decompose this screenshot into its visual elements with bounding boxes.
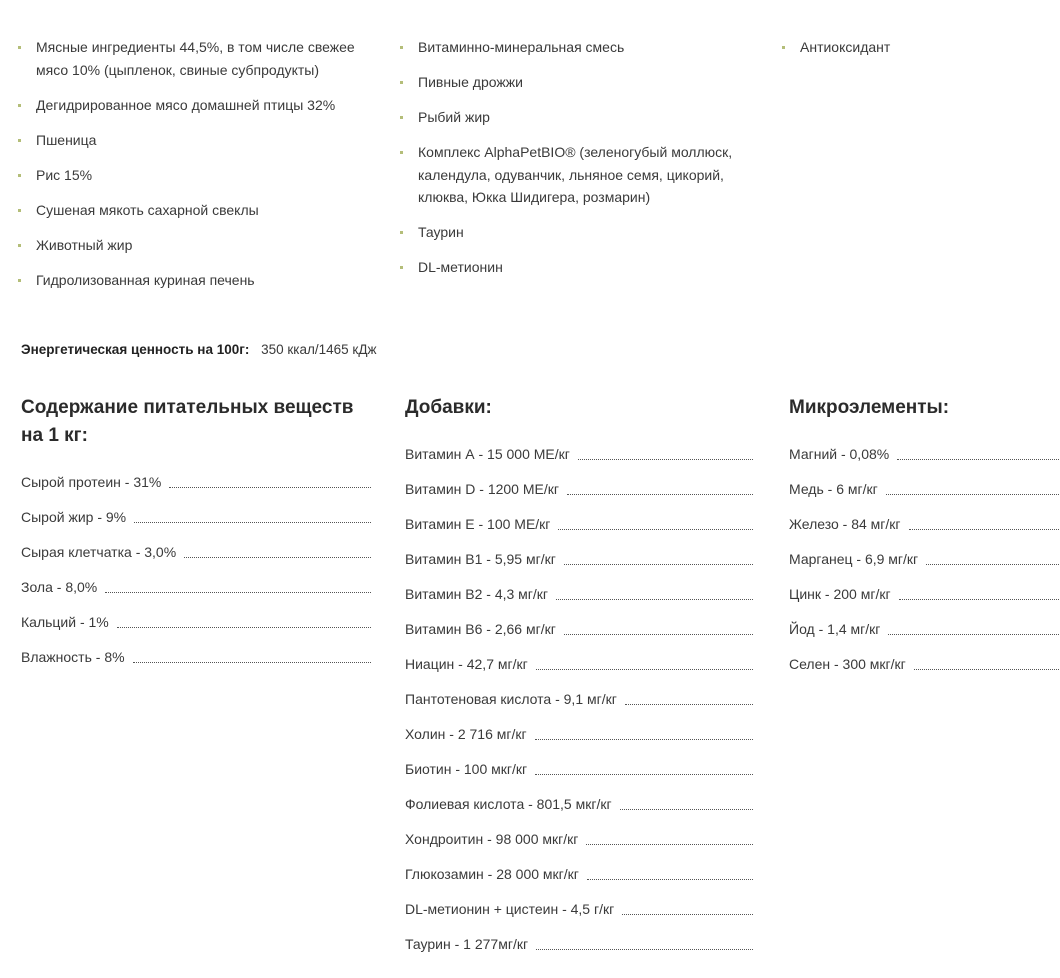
value-row	[21, 568, 371, 603]
value-row-text: Хондроитин - 98 000 мкг/кг	[405, 831, 579, 847]
dotted-leader	[134, 522, 371, 523]
ingredient-item	[400, 106, 740, 129]
value-row-text: Селен - 300 мкг/кг	[789, 656, 906, 672]
energy-label: Энергетическая ценность на 100г:	[21, 342, 250, 357]
value-row	[405, 855, 753, 890]
value-row-text: Витамин В6 - 2,66 мг/кг	[405, 621, 556, 637]
ingredient-text: Антиоксидант	[800, 39, 891, 55]
value-row-text: Кальций - 1%	[21, 614, 109, 630]
dotted-leader	[536, 949, 753, 950]
dotted-leader	[558, 529, 753, 530]
value-row-text: Сырая клетчатка - 3,0%	[21, 544, 177, 560]
additives-section	[405, 394, 753, 960]
bullet-marker	[400, 151, 403, 154]
value-row-text: Медь - 6 мг/кг	[789, 481, 878, 497]
value-row	[21, 498, 371, 533]
dotted-leader	[536, 669, 753, 670]
dotted-leader	[184, 557, 371, 558]
value-row	[405, 470, 753, 505]
bullet-marker	[18, 46, 21, 49]
dotted-leader	[620, 809, 753, 810]
value-row	[405, 680, 753, 715]
value-row-text: Йод - 1,4 мг/кг	[789, 621, 881, 637]
value-row-text: DL-метионин + цистеин - 4,5 г/кг	[405, 901, 615, 917]
value-row	[405, 890, 753, 925]
ingredient-text: Пивные дрожжи	[418, 74, 523, 90]
value-row	[405, 435, 753, 470]
nutrients-title: Содержание питательных веществ на 1 кг:	[21, 397, 354, 446]
bullet-marker	[18, 279, 21, 282]
dotted-leader	[886, 494, 1060, 495]
value-row-text: Холин - 2 716 мг/кг	[405, 726, 527, 742]
value-row-text: Зола - 8,0%	[21, 579, 98, 595]
ingredient-text: Гидролизованная куриная печень	[36, 271, 255, 288]
ingredient-text: Рыбий жир	[418, 109, 490, 125]
value-row	[789, 505, 1060, 540]
bullet-marker	[400, 231, 403, 234]
value-row-text: Витамин Е - 100 МЕ/кг	[405, 516, 551, 532]
dotted-leader	[625, 704, 753, 705]
ingredient-text: Таурин	[418, 224, 464, 240]
ingredient-text: DL-метионин	[418, 259, 503, 275]
value-row-text: Витамин D - 1200 МЕ/кг	[405, 481, 559, 497]
bullet-marker	[18, 104, 21, 107]
microelements-section	[789, 394, 1060, 680]
ingredient-item	[400, 256, 740, 279]
bullet-marker	[400, 266, 403, 269]
bullet-marker	[18, 209, 21, 212]
value-row	[405, 540, 753, 575]
value-row	[405, 925, 753, 960]
ingredient-text: Сушеная мякоть сахарной свеклы	[36, 201, 259, 218]
value-row-text: Пантотеновая кислота - 9,1 мг/кг	[405, 691, 617, 707]
dotted-leader	[909, 529, 1060, 530]
value-row-text: Фолиевая кислота - 801,5 мкг/кг	[405, 796, 612, 812]
value-row-text: Ниацин - 42,7 мг/кг	[405, 656, 528, 672]
ingredient-item	[18, 94, 358, 117]
bullet-marker	[18, 174, 21, 177]
ingredients-column-3	[782, 36, 1060, 71]
ingredient-item	[400, 221, 740, 244]
ingredient-item	[400, 71, 740, 94]
dotted-leader	[926, 564, 1060, 565]
dotted-leader	[899, 599, 1060, 600]
dotted-leader	[586, 844, 753, 845]
dotted-leader	[535, 774, 753, 775]
ingredient-text: Дегидрированное мясо домашней птицы 32%	[36, 96, 336, 113]
additives-list	[405, 435, 753, 960]
ingredient-item	[18, 234, 358, 257]
value-row	[789, 470, 1060, 505]
ingredient-text: Пшеница	[36, 131, 97, 148]
dotted-leader	[888, 634, 1060, 635]
value-row	[789, 575, 1060, 610]
dotted-leader	[564, 564, 753, 565]
ingredient-text: Витаминно-минеральная смесь	[418, 39, 625, 55]
value-row	[405, 715, 753, 750]
bullet-marker	[400, 46, 403, 49]
energy-value-line	[21, 339, 377, 361]
ingredient-item	[400, 36, 740, 59]
value-row	[21, 638, 371, 673]
dotted-leader	[578, 459, 753, 460]
ingredient-text: Комплекс AlphaPetBIO® (зеленогубый моллюск, календула, одуванчик, льняное семя, цикорий, клюква, Юкка Шидигера, розмарин)	[418, 144, 733, 205]
value-row-text: Глюкозамин - 28 000 мкг/кг	[405, 866, 579, 882]
value-row	[789, 435, 1060, 470]
value-row-text: Магний - 0,08%	[789, 446, 890, 462]
value-row	[789, 645, 1060, 680]
value-row	[405, 505, 753, 540]
value-row	[405, 750, 753, 785]
value-row-text: Сырой жир - 9%	[21, 509, 127, 525]
value-row-text: Марганец - 6,9 мг/кг	[789, 551, 919, 567]
dotted-leader	[567, 494, 753, 495]
dotted-leader	[622, 914, 753, 915]
ingredient-item	[18, 199, 358, 222]
dotted-leader	[169, 487, 371, 488]
value-row-text: Сырой протеин - 31%	[21, 474, 162, 490]
bullet-marker	[782, 46, 785, 49]
value-row	[405, 575, 753, 610]
ingredients-column-1	[18, 36, 358, 304]
ingredient-text: Животный жир	[36, 236, 133, 253]
nutrients-section	[21, 394, 371, 673]
dotted-leader	[587, 879, 753, 880]
value-row-text: Витамин В2 - 4,3 мг/кг	[405, 586, 549, 602]
bullet-marker	[400, 116, 403, 119]
dotted-leader	[535, 739, 753, 740]
dotted-leader	[897, 459, 1060, 460]
value-row	[21, 533, 371, 568]
value-row-text: Витамин В1 - 5,95 мг/кг	[405, 551, 556, 567]
dotted-leader	[914, 669, 1060, 670]
value-row	[789, 540, 1060, 575]
value-row-text: Железо - 84 мг/кг	[789, 516, 901, 532]
ingredient-item	[400, 141, 740, 209]
value-row	[789, 610, 1060, 645]
value-row-text: Витамин А - 15 000 МЕ/кг	[405, 446, 570, 462]
additives-title: Добавки:	[405, 397, 492, 418]
ingredient-item	[18, 269, 358, 292]
value-row	[405, 645, 753, 680]
dotted-leader	[105, 592, 371, 593]
microelements-list	[789, 435, 1060, 680]
value-row	[405, 610, 753, 645]
ingredient-item	[18, 36, 358, 81]
ingredient-item	[18, 129, 358, 152]
value-row-text: Влажность - 8%	[21, 649, 125, 665]
ingredient-text: Мясные ингредиенты 44,5%, в том числе свежее мясо 10% (цыпленок, свиные субпродукты)	[36, 39, 355, 78]
value-row	[405, 785, 753, 820]
nutrients-list	[21, 463, 371, 673]
microelements-title: Микроэлементы:	[789, 397, 950, 418]
bullet-marker	[400, 81, 403, 84]
value-row	[21, 463, 371, 498]
value-row-text: Цинк - 200 мг/кг	[789, 586, 891, 602]
ingredient-item	[782, 36, 1060, 59]
dotted-leader	[564, 634, 753, 635]
ingredient-text: Рис 15%	[36, 166, 93, 183]
ingredient-item	[18, 164, 358, 187]
dotted-leader	[133, 662, 371, 663]
energy-value: 350 ккал/1465 кДж	[261, 342, 377, 357]
dotted-leader	[556, 599, 753, 600]
value-row	[21, 603, 371, 638]
dotted-leader	[117, 627, 371, 628]
value-row-text: Таурин - 1 277мг/кг	[405, 936, 529, 952]
value-row	[405, 820, 753, 855]
bullet-marker	[18, 244, 21, 247]
bullet-marker	[18, 139, 21, 142]
ingredients-column-2	[400, 36, 740, 291]
value-row-text: Биотин - 100 мкг/кг	[405, 761, 528, 777]
